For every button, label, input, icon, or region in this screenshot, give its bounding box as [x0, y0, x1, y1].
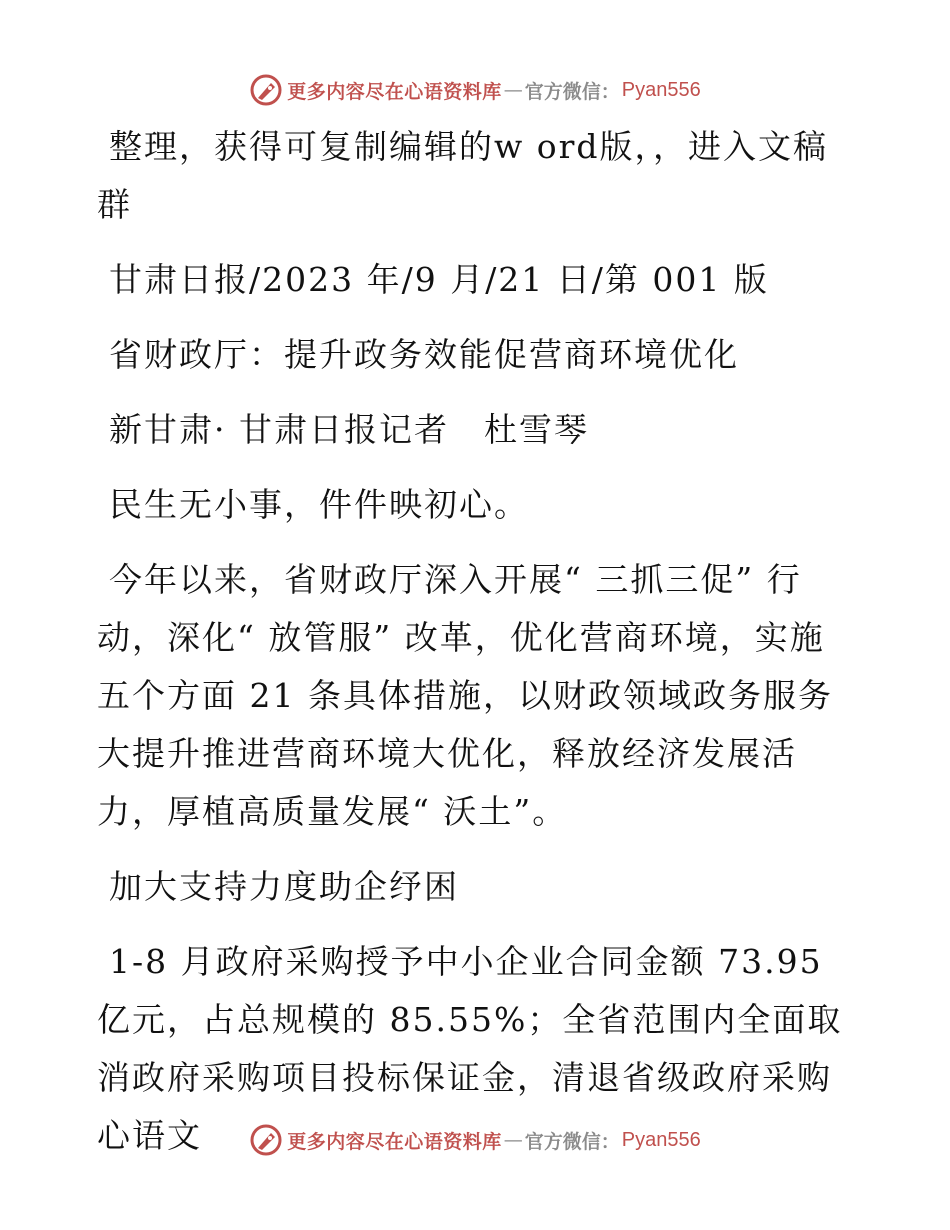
paragraph-intro: 整理，获得可复制编辑的w ord版，，进入文稿群 [97, 127, 829, 224]
watermark-wechat-id: Pyan556 [621, 78, 701, 101]
paragraph-lead: 民生无小事，件件映初心。 [109, 485, 529, 524]
paragraph-overview: 今年以来，省财政厅深入开展“ 三抓三促” 行动，深化“ 放管服” 改革，优化营商环境，实施五个方面 21 条具体措施，以财政领域政务服务大提升推进营商环境大优化，释放经济发展活力，厚植高质量发展“ 沃土”。 [97, 560, 833, 831]
watermark-separator: — [503, 1129, 523, 1151]
watermark-wechat-label: 官方微信： [524, 80, 620, 103]
watermark-wechat-id: Pyan556 [621, 1128, 701, 1151]
watermark-text: 更多内容尽在心语资料库 [287, 80, 502, 103]
watermark-wechat-label: 官方微信： [524, 1130, 620, 1153]
article-title: 省财政厅：提升政务效能促营商环境优化 [109, 335, 739, 374]
section-heading: 加大支持力度助企纾困 [109, 867, 459, 906]
paragraph-procurement: 1-8 月政府采购授予中小企业合同金额 73.95 亿元，占总规模的 85.55%；全省范围内全面取消政府采购项目投标保证金，清退省级政府采购心语文 [97, 942, 843, 1155]
watermark-header [0, 70, 950, 110]
pen-nib-logo-icon [249, 73, 283, 107]
watermark-separator: — [503, 79, 523, 101]
watermark-text: 更多内容尽在心语资料库 [287, 1130, 502, 1153]
article-byline: 新甘肃· 甘肃日报记者 杜雪琴 [109, 410, 589, 449]
document-body [97, 118, 857, 1182]
paragraph-source: 甘肃日报/2023 年/9 月/21 日/第 001 版 [109, 260, 769, 299]
pen-nib-logo-icon [249, 1123, 283, 1157]
watermark-footer [0, 1120, 950, 1160]
